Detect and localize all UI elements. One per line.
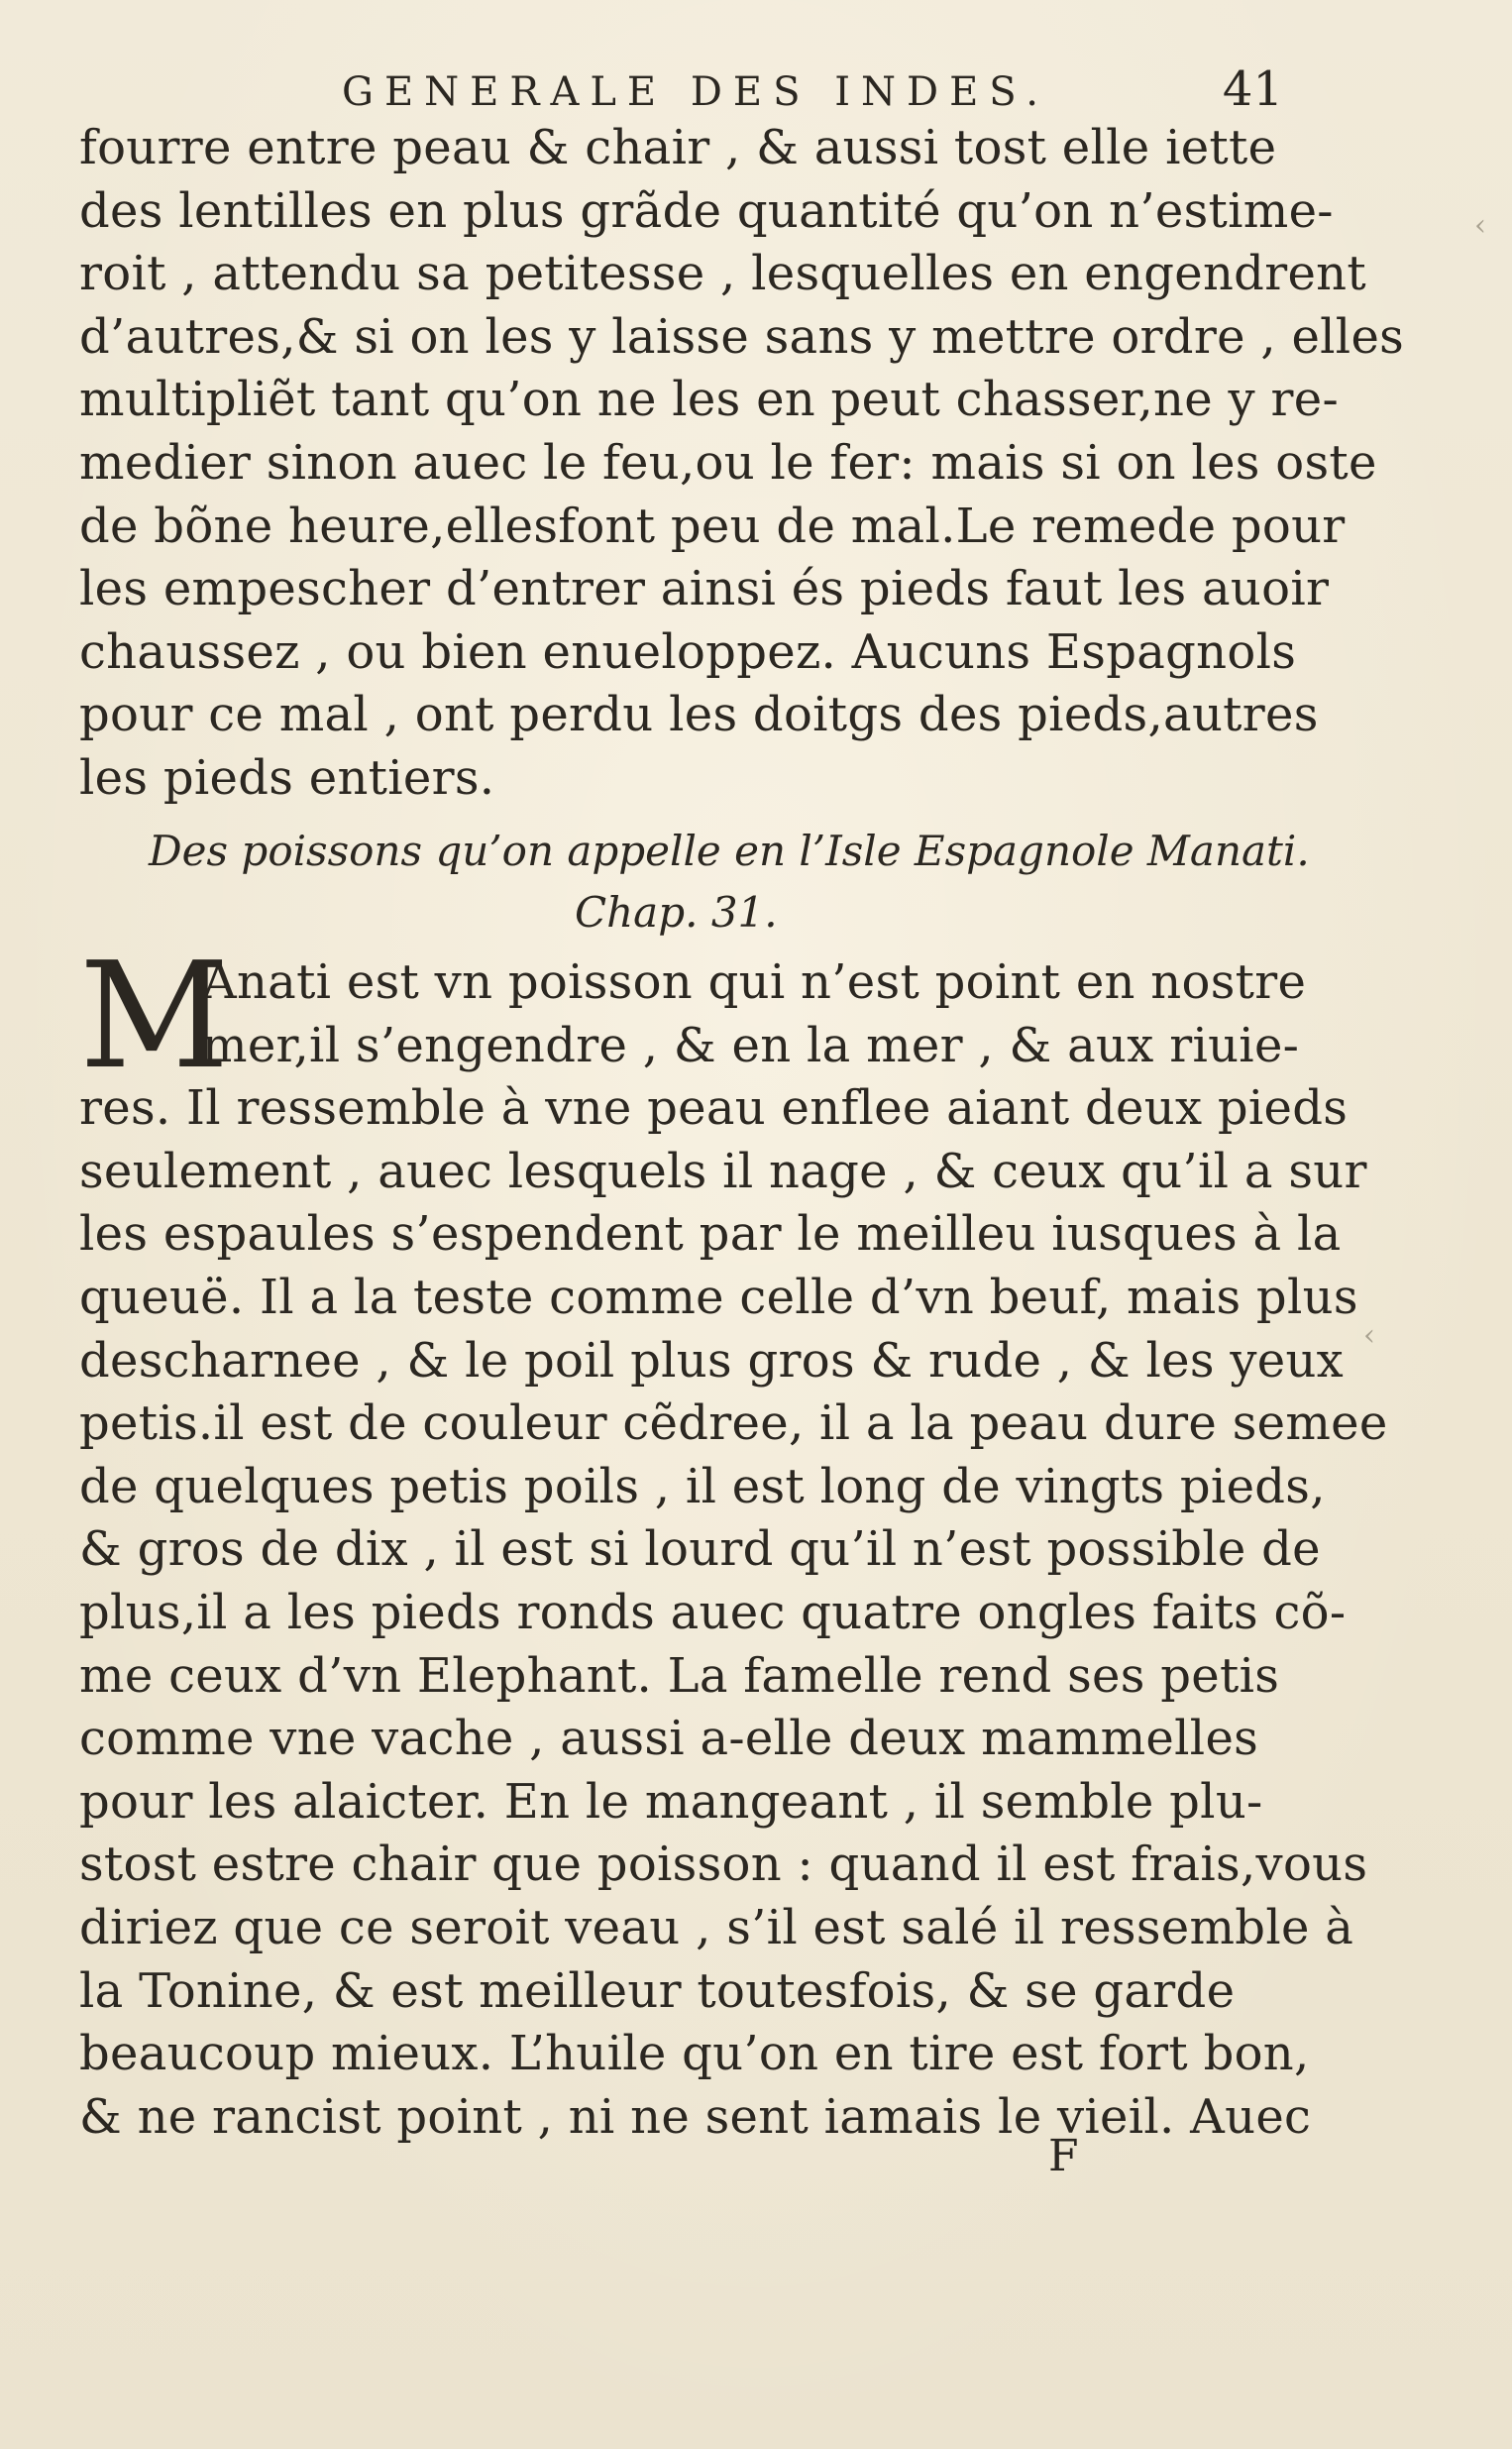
text-line: queuë. Il a la teste comme celle d’vn beuf, mais plus bbox=[79, 1269, 1358, 1325]
text-line: mer,il s’engendre , & en la mer , & aux riuie- bbox=[202, 1017, 1300, 1073]
drop-cap: M bbox=[79, 931, 230, 1101]
page-number: 41 bbox=[1222, 61, 1283, 117]
text-line: & gros de dix , il est si lourd qu’il n’est possible de bbox=[79, 1521, 1321, 1578]
text-line: de quelques petis poils , il est long de vingts pieds, bbox=[79, 1458, 1326, 1514]
text-line: roit , attendu sa petitesse , lesquelles en engendrent bbox=[79, 246, 1366, 302]
text-line: seulement , auec lesquels il nage , & ceux qu’il a sur bbox=[79, 1143, 1367, 1199]
page-header bbox=[342, 61, 1283, 121]
text-line: les espaules s’espendent par le meilleu iusques à la bbox=[79, 1206, 1342, 1263]
text-line: Anati est vn poisson qui n’est point en nostre bbox=[202, 954, 1307, 1010]
text-line: chaussez , ou bien enueloppez. Aucuns Espagnols bbox=[79, 623, 1297, 680]
signature-mark: F bbox=[1048, 2131, 1079, 2181]
chapter-number: Chap. 31. bbox=[575, 888, 778, 937]
bleed-through-mark: ‹ bbox=[1363, 1318, 1375, 1353]
text-line: descharnee , & le poil plus gros & rude , & les yeux bbox=[79, 1332, 1345, 1389]
paragraph-continuation bbox=[79, 117, 1405, 811]
text-line: beaucoup mieux. L’huile qu’on en tire est fort bon, bbox=[79, 2026, 1310, 2082]
text-line: les empescher d’entrer ainsi és pieds faut les auoir bbox=[79, 561, 1330, 617]
bleed-through-mark: ‹ bbox=[1474, 208, 1486, 243]
text-line: medier sinon auec le feu,ou le fer: mais si on les oste bbox=[79, 434, 1377, 491]
text-line: de bõne heure,ellesfont peu de mal.Le remede pour bbox=[79, 498, 1346, 554]
text-line: les pieds entiers. bbox=[79, 749, 495, 806]
text-line: fourre entre peau & chair , & aussi tost elle iette bbox=[79, 120, 1277, 175]
text-line: petis.il est de couleur cẽdree, il a la peau dure semee bbox=[79, 1395, 1388, 1452]
text-line: plus,il a les pieds ronds auec quatre ongles faits cõ- bbox=[79, 1584, 1347, 1640]
text-line: la Tonine, & est meilleur toutesfois, & se garde bbox=[79, 1962, 1236, 2019]
text-line: res. Il ressemble à vne peau enflee aiant deux pieds bbox=[79, 1080, 1349, 1137]
chapter-title: Des poissons qu’on appelle en l’Isle Espagnole Manati. bbox=[149, 827, 1310, 875]
text-line: pour ce mal , ont perdu les doitgs des pieds,autres bbox=[79, 687, 1319, 743]
text-line: diriez que ce seroit veau , s’il est salé il ressemble à bbox=[79, 1899, 1354, 1955]
text-line: d’autres,& si on les y laisse sans y mettre ordre , elles bbox=[79, 308, 1405, 365]
text-line: des lentilles en plus grãde quantité qu’on n’estime- bbox=[79, 182, 1334, 239]
text-line: pour les alaicter. En le mangeant , il semble plu- bbox=[79, 1773, 1263, 1830]
text-line: multipliẽt tant qu’on ne les en peut chasser,ne y re- bbox=[79, 372, 1339, 428]
text-line: comme vne vache , aussi a-elle deux mammelles bbox=[79, 1711, 1259, 1767]
chapter-paragraph bbox=[79, 931, 1388, 2149]
text-line: stost estre chair que poisson : quand il est frais,vous bbox=[79, 1837, 1368, 1893]
text-line: me ceux d’vn Elephant. La famelle rend ses petis bbox=[79, 1647, 1280, 1704]
text-line: & ne rancist point , ni ne sent iamais le vieil. Auec bbox=[79, 2088, 1312, 2145]
running-head: GENERALE DES INDES. bbox=[342, 69, 1049, 115]
